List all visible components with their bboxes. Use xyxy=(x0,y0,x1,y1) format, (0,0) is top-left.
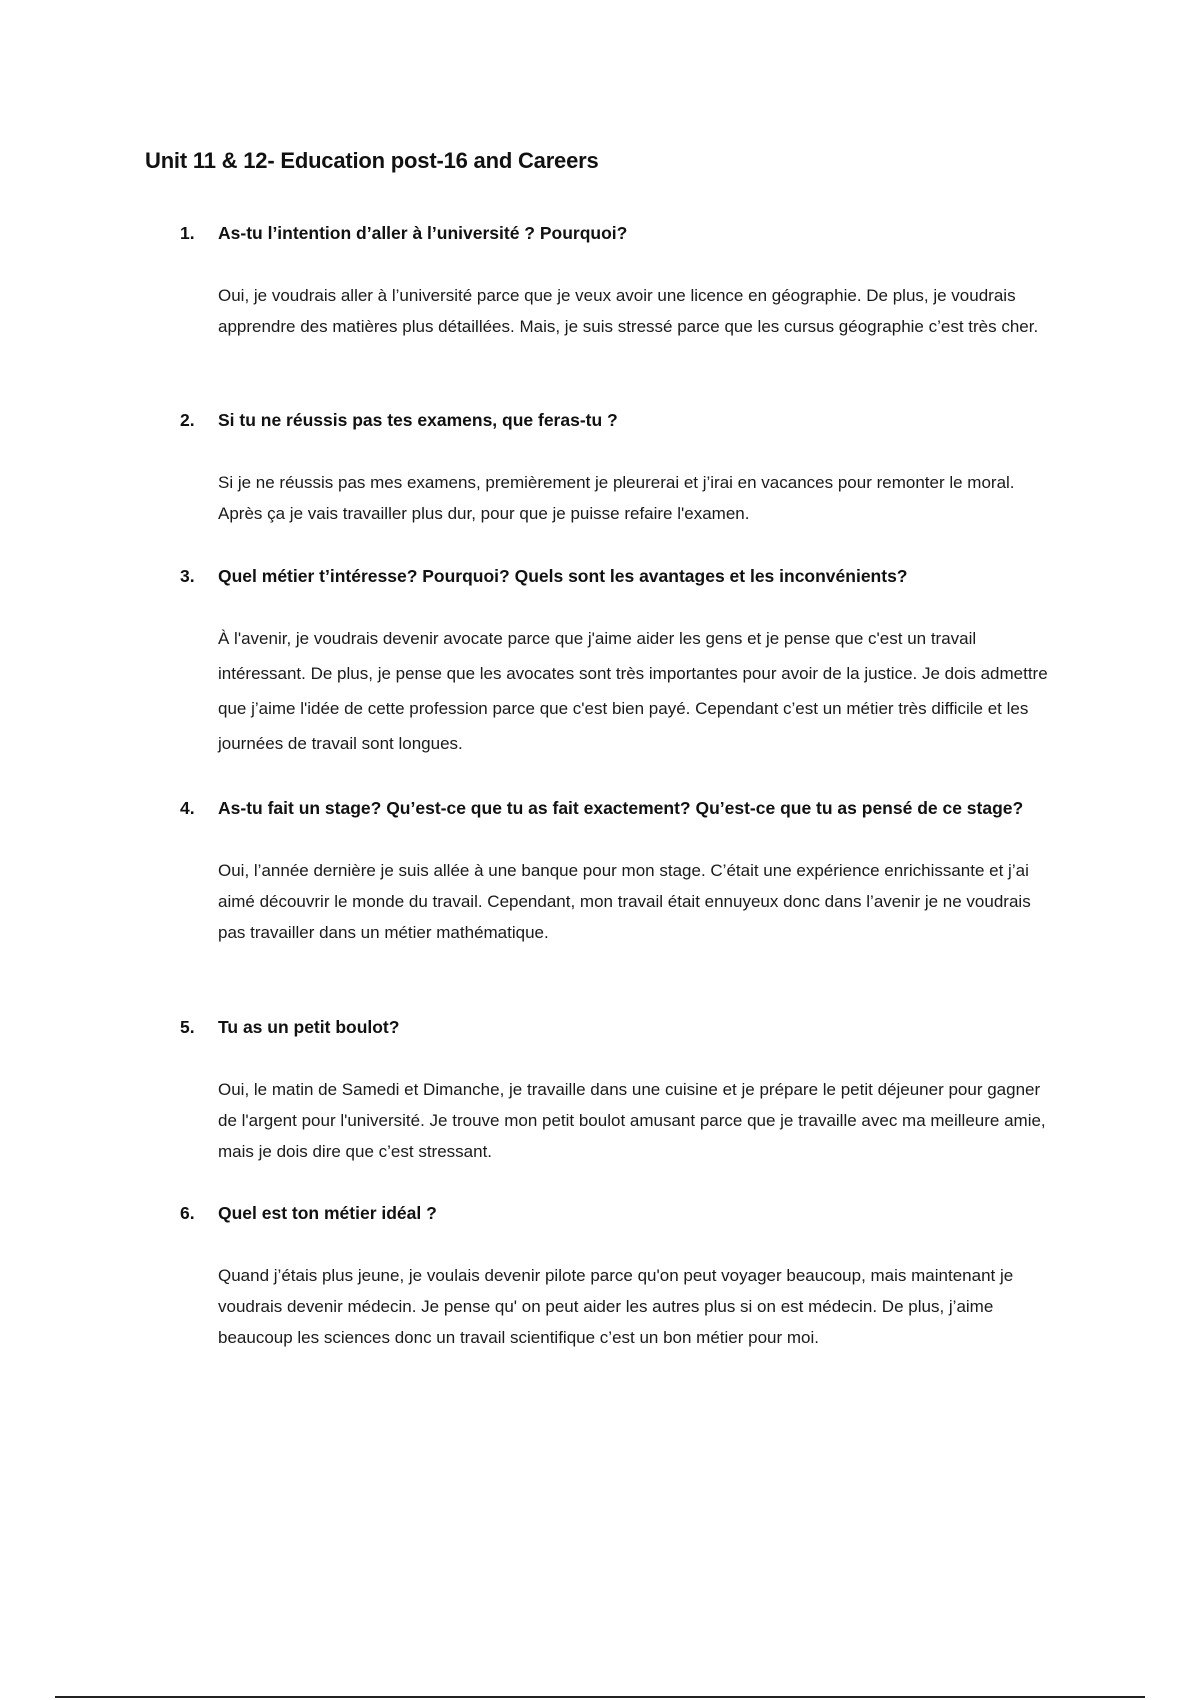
question-2 xyxy=(180,405,1060,435)
question-number: 3. xyxy=(180,566,195,586)
question-3 xyxy=(180,561,1060,591)
question-6 xyxy=(180,1198,1060,1228)
answer-6: Quand j’étais plus jeune, je voulais devenir pilote parce qu'on peut voyager beaucoup, mais maintenant je voudrais devenir médecin. Je pense qu' on peut aider les autres plus si on est médecin. De plus, j’aime beaucoup les sciences donc un travail scientifique c’est un bon métier pour moi. xyxy=(218,1266,1014,1347)
question-number: 6. xyxy=(180,1203,195,1223)
answer-5: Oui, le matin de Samedi et Dimanche, je travaille dans une cuisine et je prépare le petit déjeuner pour gagner de l'argent pour l'université. Je trouve mon petit boulot amusant parce que je travaille avec ma meilleure amie, mais je dois dire que c’est stressant. xyxy=(218,1080,1046,1161)
question-number: 1. xyxy=(180,223,195,243)
question-5 xyxy=(180,1012,1060,1042)
answer-3: À l'avenir, je voudrais devenir avocate parce que j'aime aider les gens et je pense que c'est un travail intéressant. De plus, je pense que les avocates sont très importantes pour avoir de la justice. Je dois admettre que j’aime l'idée de cette profession parce que c'est bien payé. Cependant c’est un métier très difficile et les journées de travail sont longues. xyxy=(218,629,1048,753)
answer-4: Oui, l’année dernière je suis allée à une banque pour mon stage. C’était une expérience enrichissante et j’ai aimé découvrir le monde du travail. Cependant, mon travail était ennuyeux donc dans l’avenir je ne voudrais pas travailler dans un métier mathématique. xyxy=(218,861,1031,942)
question-1 xyxy=(180,218,1060,248)
qa-item-2 xyxy=(180,405,1060,529)
question-text: Quel est ton métier idéal ? xyxy=(218,1203,437,1223)
answer-1: Oui, je voudrais aller à l’université parce que je veux avoir une licence en géographie. De plus, je voudrais apprendre des matières plus détaillées. Mais, je suis stressé parce que les cursus géographie c’est très cher. xyxy=(218,286,1039,336)
qa-item-3 xyxy=(180,561,1060,761)
question-number: 4. xyxy=(180,798,195,818)
answer-2: Si je ne réussis pas mes examens, premièrement je pleurerai et j’irai en vacances pour remonter le moral. Après ça je vais travailler plus dur, pour que je puisse refaire l'examen. xyxy=(218,473,1015,523)
footer-divider xyxy=(55,1696,1145,1698)
question-text: Tu as un petit boulot? xyxy=(218,1017,400,1037)
qa-item-5 xyxy=(180,1012,1060,1167)
question-4 xyxy=(180,793,1060,823)
question-text: Si tu ne réussis pas tes examens, que feras-tu ? xyxy=(218,410,618,430)
question-text: As-tu l’intention d’aller à l’université ? Pourquoi? xyxy=(218,223,628,243)
qa-item-1 xyxy=(180,218,1060,342)
question-text: Quel métier t’intéresse? Pourquoi? Quels sont les avantages et les inconvénients? xyxy=(218,566,908,586)
page-title: Unit 11 & 12- Education post-16 and Careers xyxy=(145,148,599,173)
question-number: 2. xyxy=(180,410,195,430)
qa-item-4 xyxy=(180,793,1060,948)
question-text: As-tu fait un stage? Qu’est-ce que tu as fait exactement? Qu’est-ce que tu as pensé de ce stage? xyxy=(218,798,1024,818)
question-number: 5. xyxy=(180,1017,195,1037)
qa-item-6 xyxy=(180,1198,1060,1353)
